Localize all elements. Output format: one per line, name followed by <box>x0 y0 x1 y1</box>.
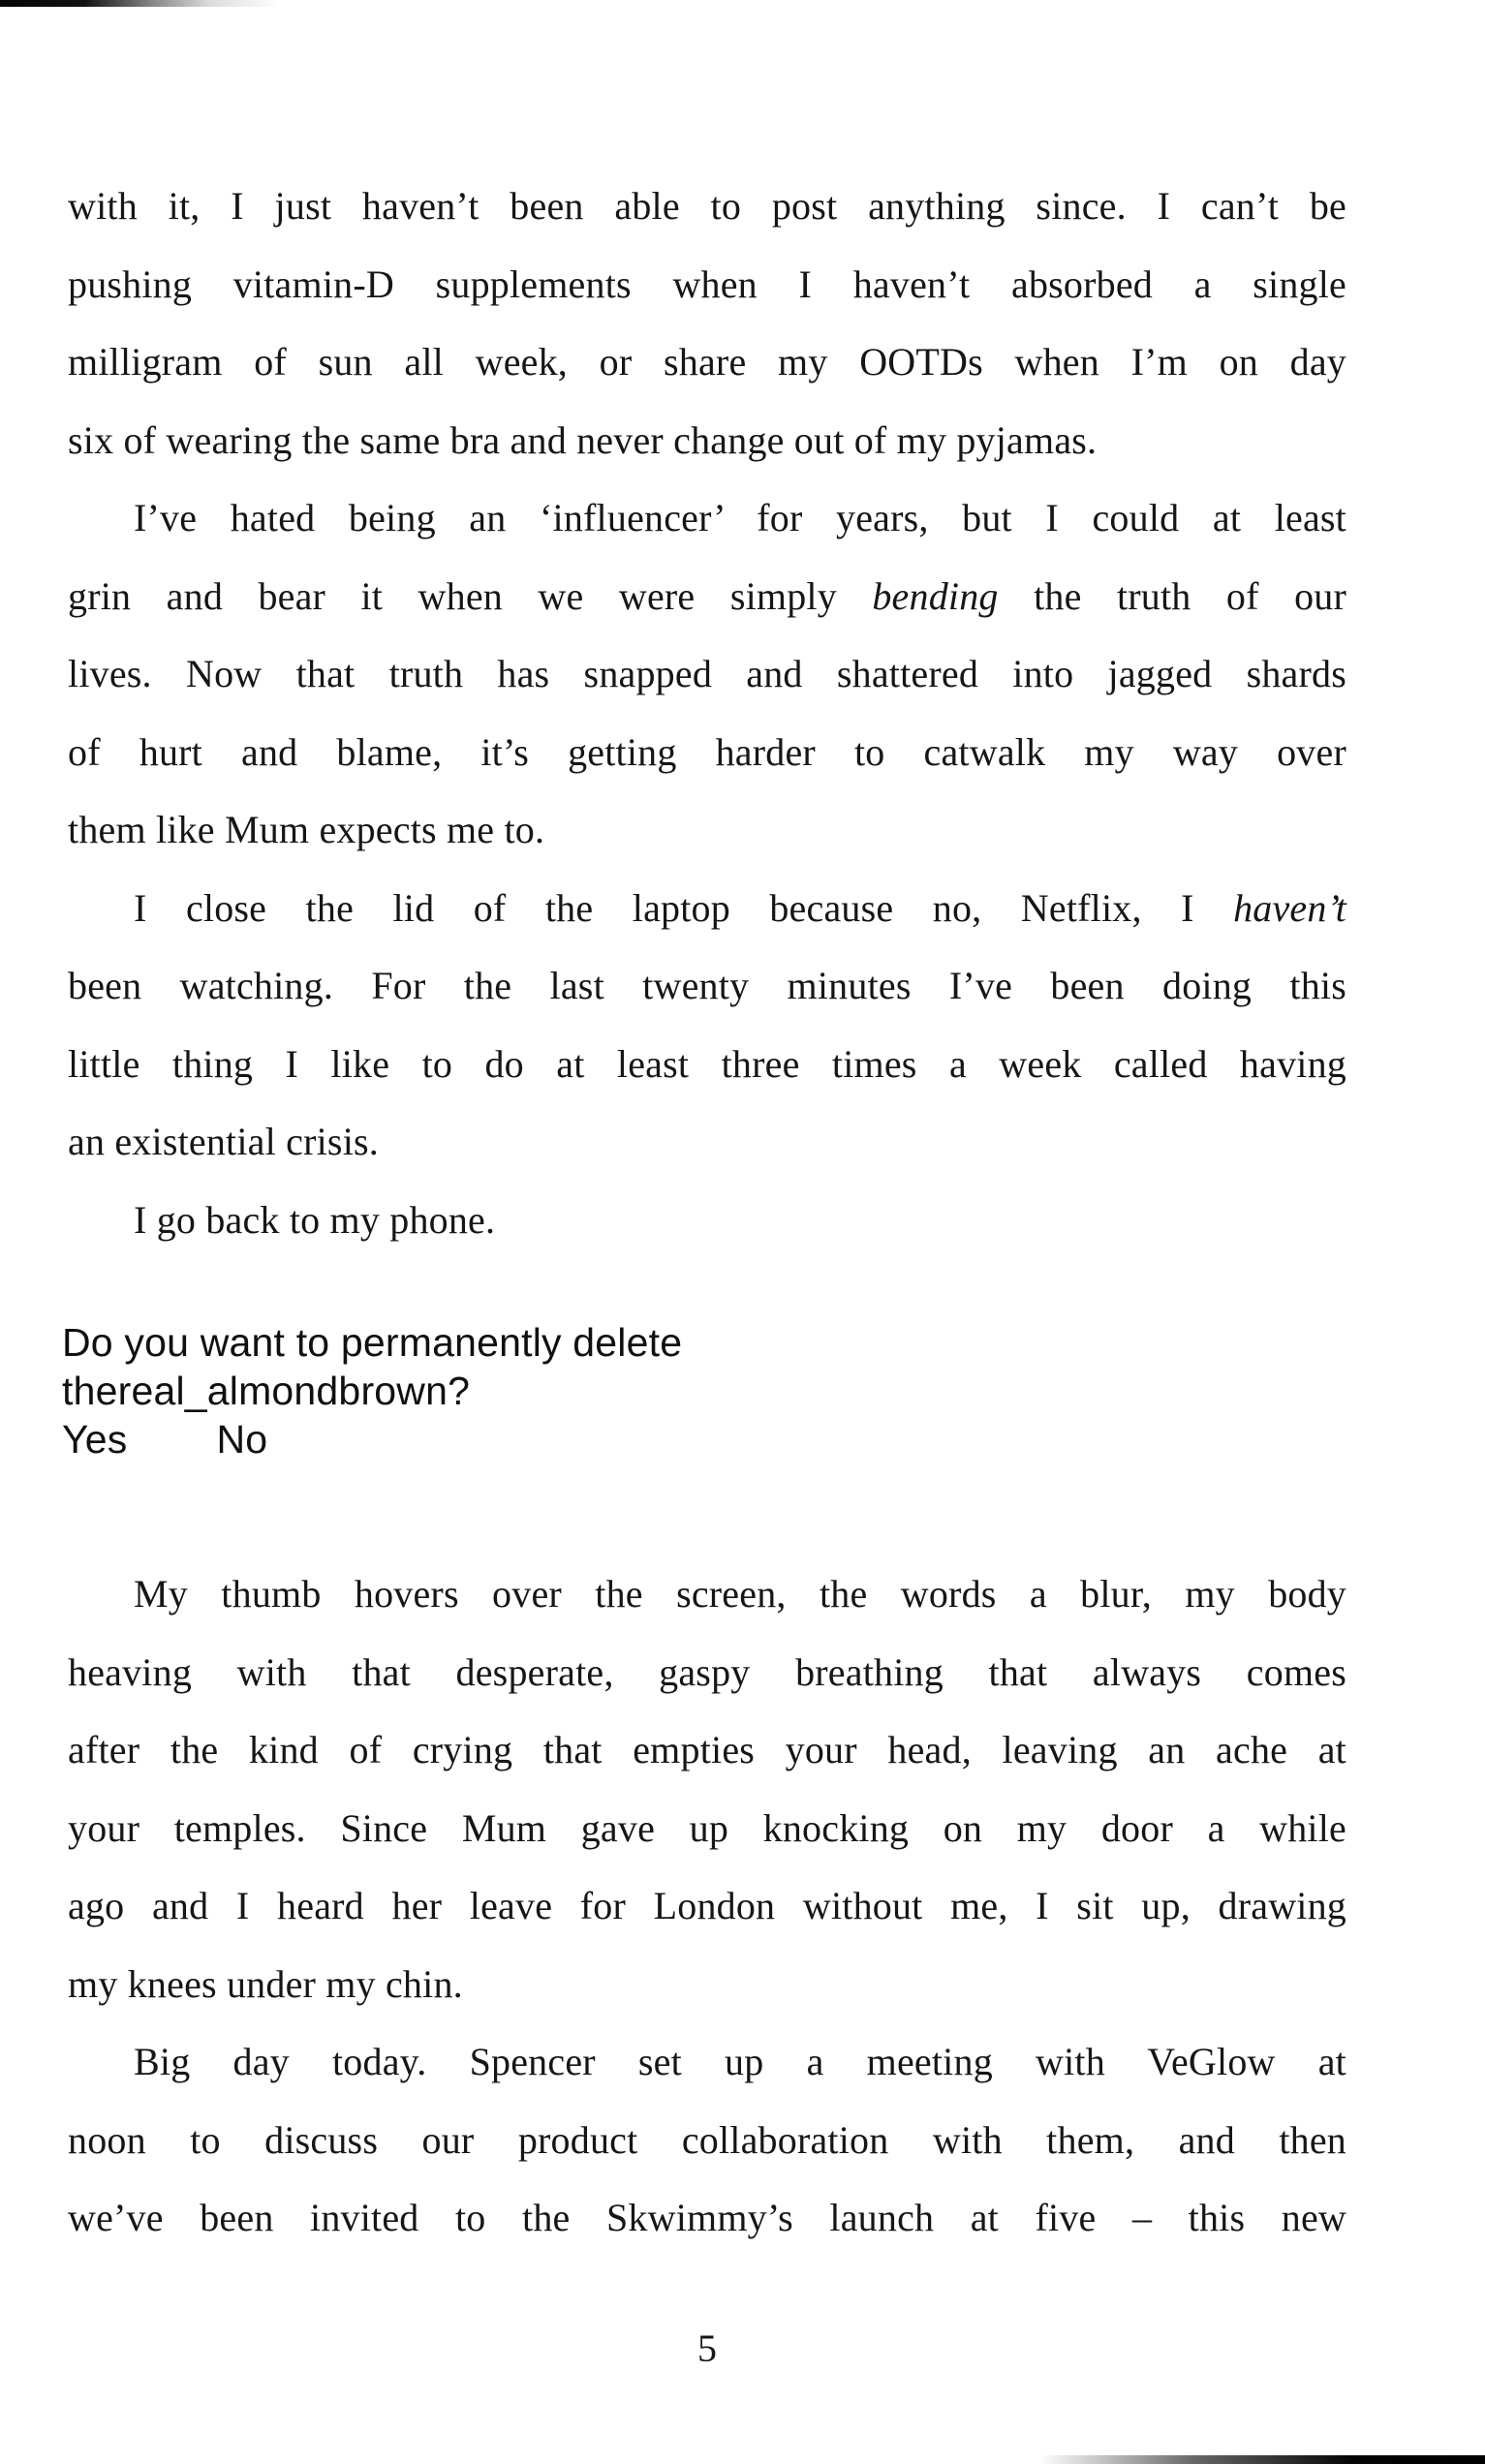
text-line: your temples. Since Mum gave up knocking on my door a while <box>68 1805 1346 1850</box>
body-text-lower <box>68 1555 1346 2258</box>
text-line <box>68 870 1346 948</box>
text-line: an existential crisis. <box>68 1120 379 1163</box>
dialog-text-line: thereal_almondbrown? <box>62 1369 471 1413</box>
dialog-options <box>62 1415 682 1463</box>
text-line: after the kind of crying that empties your head, leaving an ache at <box>68 1728 1346 1771</box>
dialog-option-yes: Yes <box>62 1417 128 1462</box>
italic-text: bending <box>872 573 999 618</box>
paragraph <box>68 168 1346 479</box>
text-line: noon to discuss our product collaboration with them, and then <box>68 2117 1346 2162</box>
text-line: Big day today. Spencer set up a meeting with VeGlow at <box>134 2040 1346 2083</box>
text-line: ago and I heard her leave for London without me, I sit up, drawing <box>68 1884 1346 1927</box>
scan-artifact-bottom-right <box>1039 2455 1485 2464</box>
text-line: lives. Now that truth has snapped and shattered into jagged shards <box>68 652 1346 695</box>
text-line: my knees under my chin. <box>68 1961 463 2006</box>
paragraph <box>68 870 1346 1182</box>
dialog-text-line: Do you want to permanently delete <box>62 1320 683 1365</box>
dialog-option-no: No <box>216 1417 268 1462</box>
text-line: I go back to my phone. <box>134 1197 496 1242</box>
paragraph <box>68 479 1346 870</box>
text-segment: grin and bear it when we were simply <box>68 573 873 618</box>
text-line: with it, I just haven’t been able to post anything since. I can’t be <box>68 184 1346 228</box>
text-line: we’ve been invited to the Skwimmy’s launch at five – this new <box>68 2196 1346 2239</box>
text-line: I’ve hated being an ‘influencer’ for years, but I could at least <box>134 496 1346 539</box>
italic-text: haven’t <box>1233 885 1346 930</box>
paragraph <box>68 1182 1346 1260</box>
text-segment: I close the lid of the laptop because no, Netflix, I <box>134 885 1234 930</box>
paragraph <box>68 1555 1346 2023</box>
paragraph <box>68 2023 1346 2258</box>
text-line: heaving with that desperate, gaspy breathing that always comes <box>68 1649 1346 1694</box>
text-line: pushing vitamin-D supplements when I haven’t absorbed a single <box>68 262 1346 306</box>
text-line: milligram of sun all week, or share my OOTDs when I’m on day <box>68 340 1346 384</box>
text-line: them like Mum expects me to. <box>68 808 545 851</box>
text-line: of hurt and blame, it’s getting harder to catwalk my way over <box>68 729 1346 774</box>
phone-dialog <box>62 1318 682 1463</box>
text-line: My thumb hovers over the screen, the words a blur, my body <box>134 1572 1346 1616</box>
text-line: six of wearing the same bra and never change out of my pyjamas. <box>68 417 1098 462</box>
text-line: been watching. For the last twenty minutes I’ve been doing this <box>68 964 1346 1007</box>
page-number: 5 <box>697 2326 717 2370</box>
text-line: little thing I like to do at least three times a week called having <box>68 1041 1346 1086</box>
text-segment: the truth of our <box>998 573 1346 618</box>
body-text-upper <box>68 168 1346 1259</box>
text-line <box>68 558 1346 636</box>
scan-artifact-top-left <box>0 0 281 7</box>
